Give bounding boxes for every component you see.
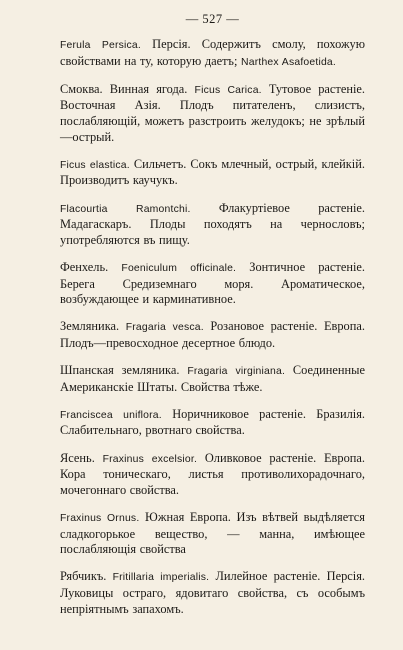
entry-fragaria-vesca — [60, 319, 365, 351]
entry-text: Оливковое растеніе. Европа. Кора тоническаго, листья противолихорадочнаго, мочегоннаго свойства. — [60, 450, 365, 497]
entry-lead: Фенхель. — [60, 259, 122, 274]
entry-fraxinus-excelsior — [60, 451, 365, 499]
entry-text: Норичниковое растеніе. Бразилія. Слабительнаго, рвотнаго свойства. — [60, 406, 366, 438]
entry-ficus-carica — [60, 82, 365, 145]
entry-lead: Ясень. — [60, 450, 103, 465]
entry-text: Соединенные Американскіе Штаты. Свойства тѣже. — [60, 363, 365, 394]
latin-name: Fraxinus Ornus. — [60, 513, 140, 524]
latin-name: Fragaria vesca. — [125, 322, 204, 334]
entry-ferula-persica — [60, 37, 365, 70]
entry-ficus-elastica — [60, 157, 365, 189]
latin-name: Fragaria virginiana. — [187, 366, 286, 378]
entry-text: Лилейное растеніе. Персія. Луковицы остраго, ядовитаго свойства, съ особымъ непріятнымъ запахомъ. — [60, 569, 366, 616]
entry-fragaria-virginiana — [60, 363, 365, 395]
entry-franciscea — [60, 407, 365, 439]
entry-lead: Земляника. — [60, 319, 126, 334]
latin-name: Fritillaria imperialis. — [112, 572, 210, 584]
entry-fraxinus-ornus — [60, 510, 365, 558]
latin-name-secondary: Narthex Asafoetida. — [241, 56, 336, 68]
latin-name: Ficus Carica. — [194, 84, 262, 96]
entry-lead: Шпанская земляника. — [60, 363, 188, 378]
entry-flacourtia — [60, 201, 365, 249]
latin-name: Foeniculum officinale. — [121, 262, 237, 274]
entry-lead: Рябчикъ. — [60, 569, 113, 584]
entry-text: Персія. Содержитъ смолу, похожую свойствами на ту, которую даетъ; — [60, 37, 366, 68]
latin-name: Ficus elastica. — [60, 159, 130, 171]
latin-name: Ferula Persica. — [60, 40, 141, 51]
entry-text: Тутовое растеніе. Восточная Азія. Плодъ питателенъ, слизистъ, послабляющій, можетъ разстроить желудокъ; не зрѣлый—острый. — [60, 81, 365, 144]
entry-lead: Смоква. Винная ягода. — [60, 81, 195, 96]
entry-text: Зонтичное растеніе. Берега Средиземнаго моря. Ароматическое, возбуждающее и карминативное. — [60, 259, 365, 307]
entry-text: Сильчетъ. Сокъ млечный, острый, клейкій. Производитъ каучукъ. — [60, 156, 365, 188]
entry-text: Флакуртіевое растеніе. Мадагаскаръ. Плоды походятъ на чернословъ; употребляются въ пищу. — [60, 200, 365, 247]
entry-foeniculum — [60, 260, 365, 308]
entry-text: Южная Европа. Изъ вѣтвей выдѣляется сладкогорькое вещество, — манна, имѣющее послабляющія свойства — [60, 510, 365, 557]
latin-name: Franciscea uniflora. — [60, 409, 162, 421]
entry-fritillaria — [60, 569, 365, 617]
latin-name: Flacourtia Ramontchi. — [60, 203, 191, 215]
page-number: — 527 — — [185, 12, 240, 26]
latin-name: Fraxinus excelsior. — [102, 453, 198, 465]
entry-text: Розановое растеніе. Европа. Плодъ—превосходное десертное блюдо. — [60, 319, 365, 350]
